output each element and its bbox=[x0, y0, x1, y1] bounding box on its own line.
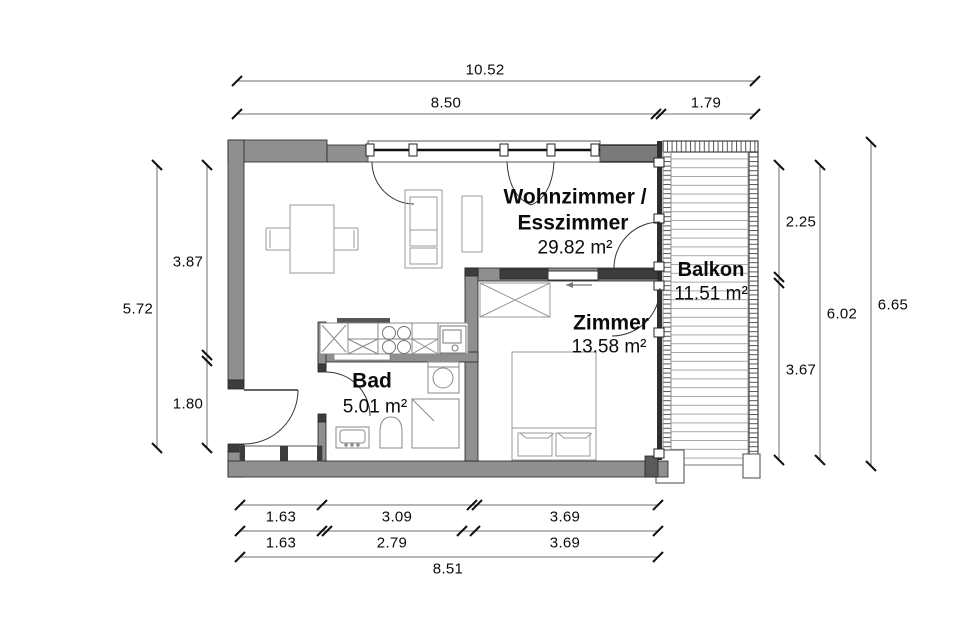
dim-top-total: 10.52 bbox=[465, 61, 505, 79]
dining-table bbox=[290, 205, 334, 273]
kitchen bbox=[320, 323, 468, 354]
room-area-zimmer: 13.58 m² bbox=[571, 336, 647, 358]
dim-top-balcony: 1.79 bbox=[690, 94, 722, 112]
sliding-door bbox=[548, 271, 598, 280]
room-area-bad: 5.01 m² bbox=[342, 396, 408, 418]
dim-left-lower: 1.80 bbox=[172, 395, 204, 413]
dim-bottom-r1-b: 3.09 bbox=[381, 508, 413, 526]
sliding-door-arrow-icon bbox=[566, 282, 573, 288]
ticks-top bbox=[232, 76, 760, 119]
dim-top-inner: 8.50 bbox=[430, 94, 462, 112]
bath-sink-icon bbox=[336, 427, 369, 448]
balcony bbox=[656, 141, 760, 483]
dim-bottom-total: 8.51 bbox=[432, 560, 464, 578]
dim-bottom-r2-b: 2.79 bbox=[376, 534, 408, 552]
dim-bottom-r2-a: 1.63 bbox=[265, 534, 297, 552]
room-label-zimmer: Zimmer bbox=[573, 311, 649, 335]
room-area-wohnzimmer: 29.82 m² bbox=[537, 237, 613, 259]
side-table bbox=[462, 196, 482, 252]
wardrobe-icon bbox=[480, 283, 550, 317]
room-label-wohnzimmer-line2: Esszimmer bbox=[517, 211, 629, 235]
ticks-right bbox=[774, 137, 876, 471]
dim-bottom-r2-c: 3.69 bbox=[549, 534, 581, 552]
washing-machine-icon bbox=[428, 362, 459, 393]
dim-right-total: 6.65 bbox=[877, 296, 909, 314]
dim-left-upper: 3.87 bbox=[172, 253, 204, 271]
toilet-icon bbox=[380, 417, 402, 448]
dim-right-mid: 6.02 bbox=[826, 305, 858, 323]
dim-bottom-r1-a: 1.63 bbox=[265, 508, 297, 526]
room-label-bad: Bad bbox=[352, 369, 392, 393]
dim-left-total: 5.72 bbox=[122, 300, 154, 318]
room-label-wohnzimmer-line1: Wohnzimmer / bbox=[503, 185, 647, 209]
dim-right-inner-lower: 3.67 bbox=[785, 361, 817, 379]
room-area-balkon: 11.51 m² bbox=[674, 283, 748, 305]
room-label-balkon: Balkon bbox=[677, 259, 745, 281]
bedroom-furniture bbox=[480, 283, 596, 460]
sofa bbox=[405, 190, 442, 268]
bed-icon bbox=[512, 352, 596, 460]
shower-icon bbox=[412, 399, 459, 448]
dim-right-inner-upper: 2.25 bbox=[785, 213, 817, 231]
furniture-living bbox=[266, 190, 482, 273]
dim-bottom-r1-c: 3.69 bbox=[549, 508, 581, 526]
